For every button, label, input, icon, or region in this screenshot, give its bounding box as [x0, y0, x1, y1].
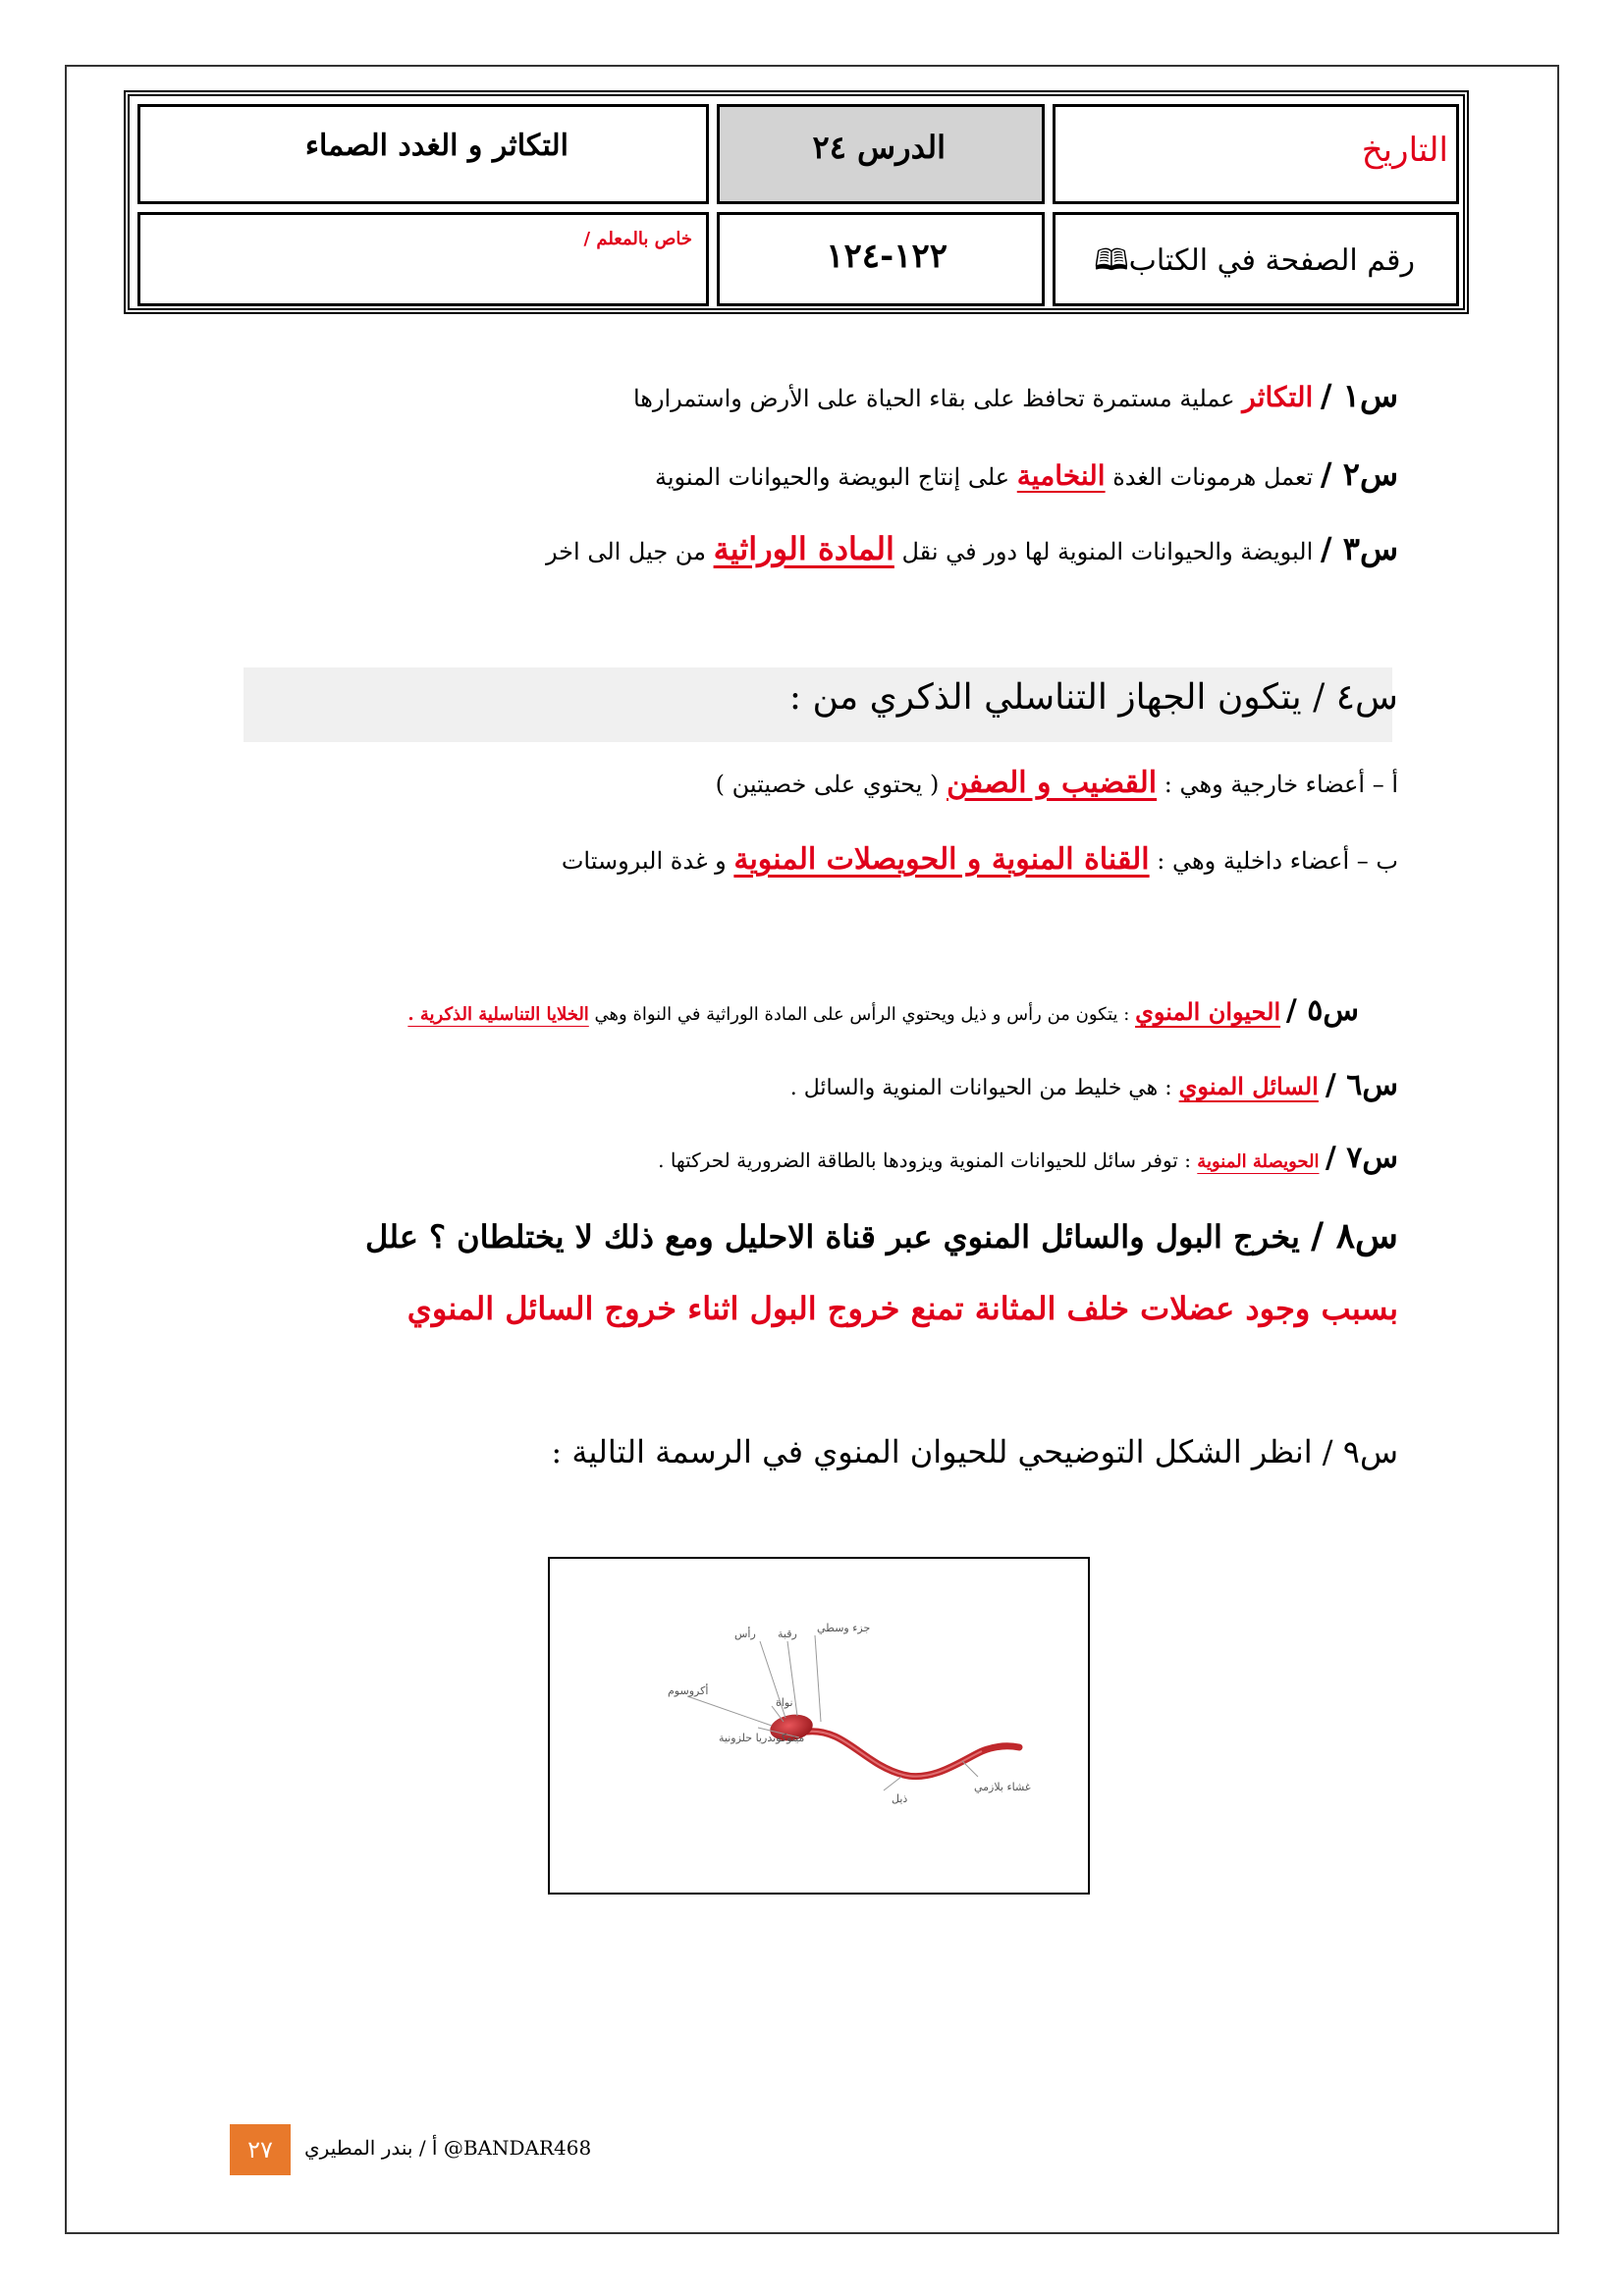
question-text: من جيل الى اخر [545, 538, 706, 565]
lesson-number-cell [717, 104, 1045, 204]
lesson-title: التكاثر و الغدد الصماء [304, 129, 568, 163]
book-ref: رقم الصفحة في الكتاب🕮 [1094, 243, 1415, 278]
label-midpiece: جزء وسطي [817, 1622, 871, 1634]
question-text: عملية مستمرة تحافظ على بقاء الحياة على الأرض واستمرارها [632, 385, 1235, 412]
label-neck: رقبة [778, 1628, 797, 1640]
term-highlight: السائل المنوي [1178, 1072, 1319, 1100]
question-4-part-b [562, 842, 1398, 877]
leader-line [815, 1635, 821, 1722]
question-text: البويضة والحيوانات المنوية لها دور في نقل [901, 538, 1314, 565]
sperm-diagram-svg [550, 1559, 1088, 1893]
question-number: س١ / [1320, 377, 1398, 414]
question-8 [365, 1215, 1398, 1256]
part-text: ( يحتوي على خصيتين ) [715, 771, 940, 798]
date-label: التاريخ [1361, 131, 1448, 170]
page-range: ١٢٢-١٢٤ [826, 237, 947, 276]
term-highlight: المادة الوراثية [713, 530, 894, 567]
question-6 [790, 1068, 1398, 1102]
question-text: يتكون الجهاز التناسلي الذكري من : [788, 677, 1302, 718]
question-text: : يتكون من رأس و ذيل ويحتوي الرأس على المادة الوراثية في النواة وهي [594, 1004, 1130, 1025]
term-highlight: الخلايا التناسلية الذكرية . [407, 1004, 589, 1025]
question-number: س٣ / [1320, 530, 1398, 567]
lesson-title-cell [137, 104, 709, 204]
question-text: : توفر سائل للحيوانات المنوية ويزودها بالطاقة الضرورية لحركتها . [658, 1148, 1191, 1172]
part-label: ب – أعضاء داخلية وهي : [1157, 847, 1398, 875]
date-cell [1053, 104, 1459, 204]
leader-line [962, 1761, 978, 1777]
question-7 [658, 1141, 1398, 1175]
part-text: و غدة البروستات [561, 847, 727, 875]
term-highlight: النخامية [1016, 459, 1106, 492]
question-number: س٧ / [1325, 1141, 1398, 1175]
question-3 [546, 530, 1398, 567]
term-highlight: التكاثر [1242, 381, 1314, 413]
term-highlight: الحيوان المنوي [1135, 997, 1281, 1026]
label-plasma-membrane: غشاء بلازمي [974, 1781, 1031, 1793]
question-5 [407, 993, 1359, 1028]
question-number: س٩ / [1322, 1433, 1398, 1470]
question-number: س٤ / [1313, 677, 1398, 718]
question-text: تعمل هرمونات الغدة [1112, 463, 1314, 491]
term-highlight: القضيب و الصفن [947, 766, 1158, 800]
label-acrosome: أكروسوم [668, 1684, 709, 1697]
lesson-header-table [124, 90, 1469, 314]
author-credit: أ / بندر المطيري @BANDAR468 [304, 2136, 592, 2160]
question-number: س٦ / [1325, 1068, 1398, 1102]
label-nucleus: نواة [776, 1696, 793, 1709]
question-1 [633, 377, 1398, 414]
part-label: أ – أعضاء خارجية وهي : [1164, 771, 1398, 798]
question-text: : هي خليط من الحيوانات المنوية والسائل . [789, 1076, 1172, 1100]
label-head: رأس [734, 1628, 756, 1640]
label-tail: ذيل [892, 1792, 908, 1805]
question-8-answer: بسبب وجود عضلات خلف المثانة تمنع خروج البول اثناء خروج السائل المنوي [406, 1290, 1398, 1327]
question-9 [551, 1433, 1398, 1470]
question-number: س٢ / [1320, 455, 1398, 493]
question-number: س٥ / [1285, 993, 1359, 1028]
question-text: انظر الشكل التوضيحي للحيوان المنوي في الرسمة التالية : [551, 1433, 1313, 1470]
book-ref-cell [1053, 212, 1459, 306]
teacher-note: خاص بالمعلم / [583, 229, 692, 249]
question-4-part-a [716, 766, 1398, 800]
question-text: يخرج البول والسائل المنوي عبر قناة الاحليل ومع ذلك لا يختلطان ؟ علل [364, 1218, 1300, 1255]
pages-cell [717, 212, 1045, 306]
term-highlight: القناة المنوية و الحويصلات المنوية [733, 842, 1150, 877]
term-highlight: الحويصلة المنوية [1197, 1151, 1320, 1172]
leader-line [884, 1777, 901, 1790]
question-2 [655, 455, 1398, 493]
question-number: س٨ / [1311, 1215, 1398, 1256]
question-text: على إنتاج البويضة والحيوانات المنوية [654, 463, 1010, 491]
sperm-diagram [548, 1557, 1090, 1895]
teacher-note-cell [137, 212, 709, 306]
leader-line [687, 1696, 772, 1726]
label-mitochondria: ميتوكوندريا حلزونية [719, 1732, 805, 1744]
question-4 [789, 677, 1398, 718]
page-number: ٢٧ [230, 2124, 291, 2175]
lesson-number: الدرس ٢٤ [812, 129, 946, 166]
page-footer [230, 2124, 642, 2175]
